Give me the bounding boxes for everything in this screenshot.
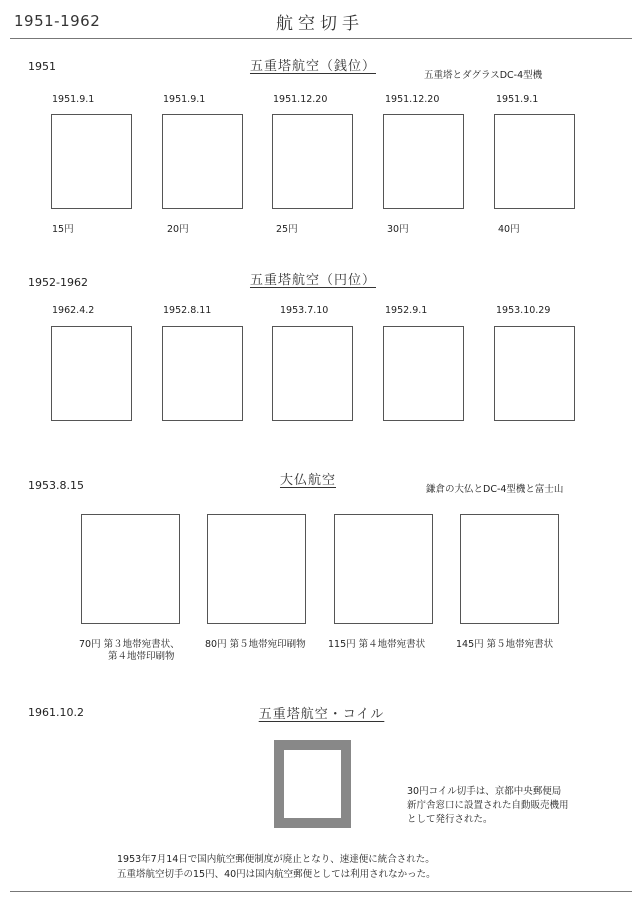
stamp-slot <box>272 114 353 209</box>
section-2-year: 1952-1962 <box>28 276 88 289</box>
stamp-slot <box>162 326 243 421</box>
stamp-date: 1953.10.29 <box>496 305 551 316</box>
section-3-note: 鎌倉の大仏とDC-4型機と富士山 <box>426 484 564 495</box>
section-2-title: 五重塔航空（円位） <box>249 273 376 288</box>
stamp-price: 115円 <box>328 639 356 650</box>
coil-note-line: 新庁舎窓口に設置された自動販売機用 <box>407 800 569 811</box>
stamp-date: 1951.12.20 <box>385 94 440 105</box>
stamp-slot <box>494 326 575 421</box>
footer-divider <box>10 891 632 892</box>
stamp-slot <box>460 514 559 624</box>
section-4-title: 五重塔航空・コイル <box>258 707 385 722</box>
stamp-date: 1951.9.1 <box>52 94 95 105</box>
stamp-price: 30円 <box>387 224 409 235</box>
stamp-slot <box>383 326 464 421</box>
stamp-date: 1953.7.10 <box>280 305 329 316</box>
stamp-slot <box>81 514 180 624</box>
stamp-description: 第５地帯宛書状 <box>486 639 554 650</box>
stamp-date: 1951.9.1 <box>163 94 206 105</box>
stamp-date: 1952.9.1 <box>385 305 428 316</box>
stamp-caption <box>205 636 306 650</box>
stamp-date: 1951.12.20 <box>273 94 328 105</box>
section-1-title: 五重塔航空（銭位） <box>249 59 376 74</box>
stamp-description: 第４地帯宛書状 <box>358 639 426 650</box>
stamp-description-line-2: 第４地帯印刷物 <box>108 651 175 662</box>
section-1-year: 1951 <box>28 60 56 73</box>
stamp-date: 1952.8.11 <box>163 305 212 316</box>
coil-note-line: として発行された。 <box>407 814 493 825</box>
stamp-slot <box>51 326 132 421</box>
header-year-range: 1951-1962 <box>14 12 101 30</box>
footer-note-line: 1953年7月14日で国内航空郵便制度が廃止となり、速達便に統合された。 <box>117 854 435 865</box>
stamp-slot <box>51 114 132 209</box>
stamp-price: 80円 <box>205 639 227 650</box>
stamp-date: 1962.4.2 <box>52 305 95 316</box>
header-divider <box>10 38 632 39</box>
stamp-price: 20円 <box>167 224 189 235</box>
stamp-slot <box>207 514 306 624</box>
stamp-slot <box>494 114 575 209</box>
section-4-year: 1961.10.2 <box>28 706 84 719</box>
section-3-year: 1953.8.15 <box>28 479 84 492</box>
stamp-price: 15円 <box>52 224 74 235</box>
stamp-date: 1951.9.1 <box>496 94 539 105</box>
stamp-price: 25円 <box>276 224 298 235</box>
stamp-price: 40円 <box>498 224 520 235</box>
stamp-slot <box>334 514 433 624</box>
coil-note-line: 30円コイル切手は、京都中央郵便局 <box>407 786 562 797</box>
section-1-note: 五重塔とダグラスDC-4型機 <box>424 70 543 81</box>
section-3-title: 大仏航空 <box>279 473 336 488</box>
stamp-description: 第５地帯宛印刷物 <box>229 639 306 650</box>
stamp-slot <box>162 114 243 209</box>
stamp-price: 145円 <box>456 639 484 650</box>
footer-note-line: 五重塔航空切手の15円、40円は国内航空郵便としては利用されなかった。 <box>117 869 436 880</box>
page-title: 航空切手 <box>276 14 364 34</box>
stamp-caption <box>328 636 425 650</box>
stamp-slot <box>272 326 353 421</box>
stamp-caption <box>456 636 553 650</box>
coil-stamp-slot <box>274 740 351 828</box>
stamp-slot <box>383 114 464 209</box>
stamp-price: 70円 <box>79 639 101 650</box>
stamp-description: 第３地帯宛書状、 <box>103 639 180 650</box>
